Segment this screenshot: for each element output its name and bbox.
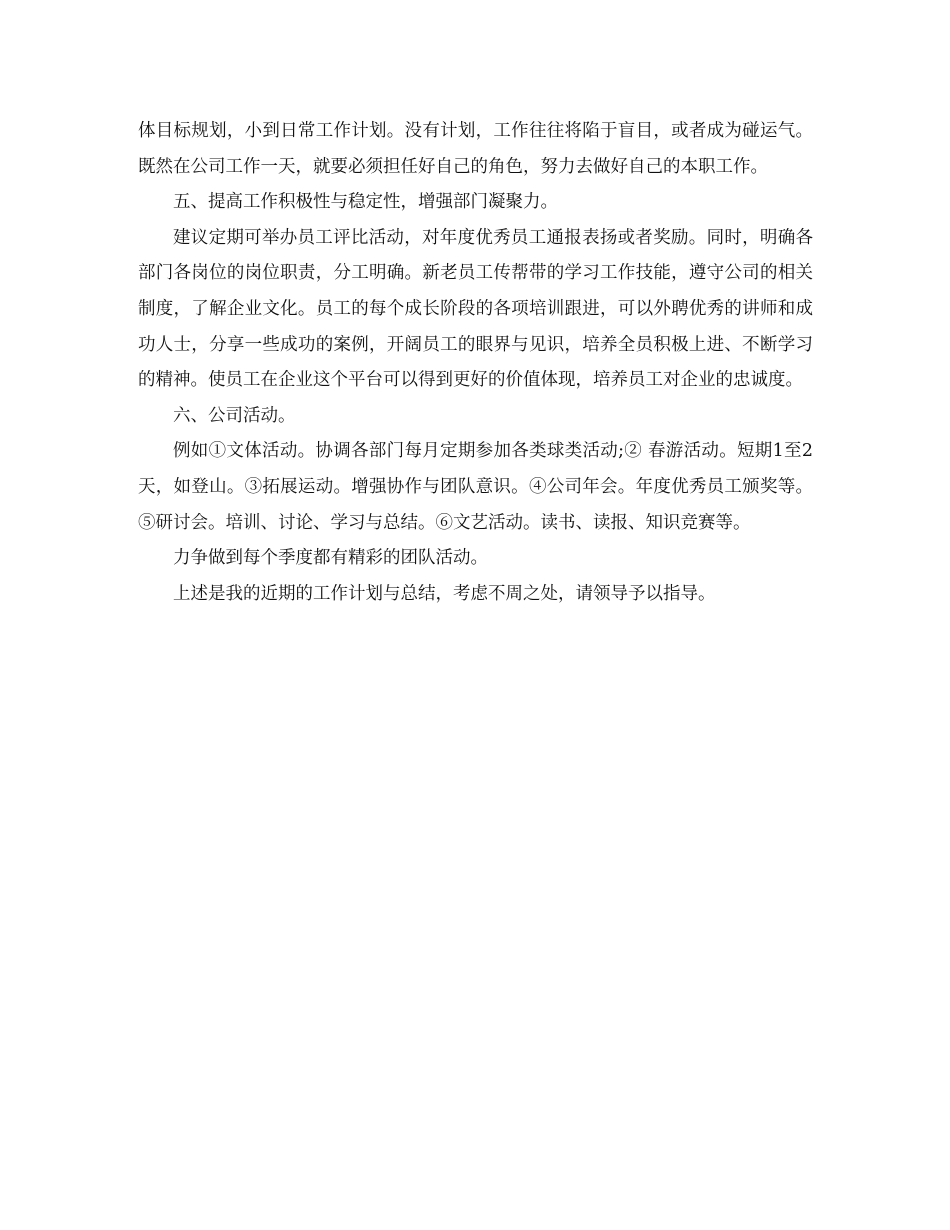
section-heading-five: 五、提高工作积极性与稳定性，增强部门凝聚力。 xyxy=(173,192,558,213)
paragraph-employee-evaluation: 建议定期可举办员工评比活动，对年度优秀员工通报表扬或者奖励。同时，明确各部门各岗位的岗位职责，分工明确。新老员工传帮带的学习工作技能，遵守公司的相关制度，了解企业文化。员工的每个成长阶段的各项培训跟进，可以外聘优秀的讲师和成功人士，分享一些成功的案例，开阔员工的眼界与见识，培养全员积极上进、不断学习的精神。使员工在企业这个平台可以得到更好的价值体现，培养员工对企业的忠诚度。 xyxy=(138,227,813,391)
paragraph-closing: 上述是我的近期的工作计划与总结，考虑不周之处，请领导予以指导。 xyxy=(173,583,716,604)
section-heading-six: 六、公司活动。 xyxy=(173,405,296,426)
paragraph-quarterly-activities: 力争做到每个季度都有精彩的团队活动。 xyxy=(173,548,488,569)
document-body xyxy=(138,114,813,612)
paragraph-activity-examples: 例如①文体活动。协调各部门每月定期参加各类球类活动;② 春游活动。短期1至2天，如登山。③拓展运动。增强协作与团队意识。④公司年会。年度优秀员工颁奖等。⑤研讨会。培训、讨论、学习与总结。⑥文艺活动。读书、读报、知识竞赛等。 xyxy=(138,441,813,533)
paragraph-continued: 体目标规划，小到日常工作计划。没有计划，工作往往将陷于盲目，或者成为碰运气。既然在公司工作一天，就要必须担任好自己的角色，努力去做好自己的本职工作。 xyxy=(138,121,813,177)
